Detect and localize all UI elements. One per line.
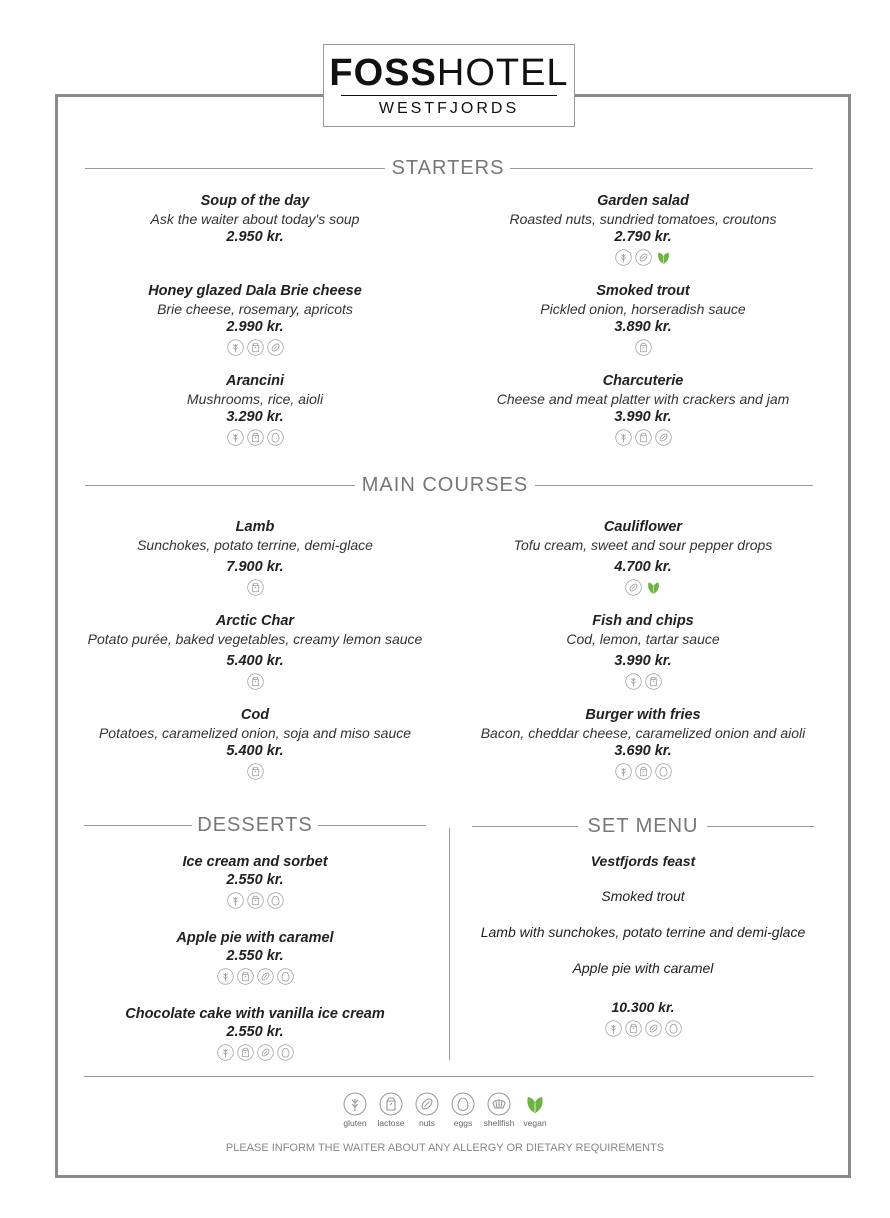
menu-item bbox=[433, 518, 853, 596]
item-name: Lamb bbox=[235, 519, 275, 535]
item-name: Cauliflower bbox=[603, 519, 683, 535]
gluten-icon bbox=[227, 892, 244, 909]
menu-item bbox=[433, 706, 853, 780]
gluten-icon bbox=[615, 763, 632, 780]
section-title: STARTERS bbox=[391, 157, 505, 179]
menu-item bbox=[45, 1005, 465, 1061]
starters-header bbox=[0, 157, 890, 179]
allergen-icons bbox=[433, 579, 853, 596]
lactose-icon bbox=[237, 1044, 254, 1061]
item-name: Garden salad bbox=[597, 193, 689, 209]
nuts-icon bbox=[267, 339, 284, 356]
lactose-icon bbox=[635, 429, 652, 446]
logo-location: WESTFJORDS bbox=[378, 100, 520, 117]
menu-item bbox=[433, 282, 853, 356]
allergen-icons bbox=[433, 763, 853, 780]
nuts-icon bbox=[625, 579, 642, 596]
item-price: 2.550 kr. bbox=[226, 948, 284, 964]
item-name: Soup of the day bbox=[200, 193, 310, 209]
item-price: 3.990 kr. bbox=[614, 409, 672, 425]
logo-brand-bold: FOSS bbox=[329, 52, 437, 94]
lactose-icon bbox=[247, 429, 264, 446]
nuts-icon bbox=[415, 1092, 439, 1116]
set-menu-title: Vestfjords feast bbox=[590, 853, 696, 869]
section-title: SET MENU bbox=[587, 815, 699, 837]
menu-item bbox=[45, 853, 465, 909]
item-description: Pickled onion, horseradish sauce bbox=[540, 301, 746, 317]
item-price: 2.990 kr. bbox=[226, 319, 284, 335]
shellfish-icon bbox=[487, 1092, 511, 1116]
item-description: Bacon, cheddar cheese, caramelized onion and aioli bbox=[480, 725, 806, 741]
allergen-icons bbox=[433, 339, 853, 356]
eggs-icon bbox=[655, 763, 672, 780]
nuts-icon bbox=[257, 1044, 274, 1061]
legend-label: shellfish bbox=[483, 1118, 515, 1128]
item-price: 3.990 kr. bbox=[614, 653, 672, 669]
allergen-icons bbox=[433, 249, 853, 266]
nuts-icon bbox=[257, 968, 274, 985]
allergen-icons bbox=[45, 892, 465, 909]
legend-entry bbox=[379, 1092, 403, 1128]
menu-item bbox=[433, 372, 853, 446]
lactose-icon bbox=[635, 339, 652, 356]
gluten-icon bbox=[227, 339, 244, 356]
legend-entry bbox=[343, 1092, 367, 1128]
item-price: 2.550 kr. bbox=[226, 1024, 284, 1040]
item-description: Potatoes, caramelized onion, soja and miso sauce bbox=[98, 725, 412, 741]
item-price: 5.400 kr. bbox=[226, 653, 284, 669]
eggs-icon bbox=[451, 1092, 475, 1116]
item-description: Tofu cream, sweet and sour pepper drops bbox=[513, 537, 773, 553]
menu-item bbox=[45, 929, 465, 985]
vegan-icon bbox=[645, 579, 662, 596]
set-menu-course: Lamb with sunchokes, potato terrine and demi-glace bbox=[480, 924, 806, 940]
logo-rule bbox=[341, 95, 557, 96]
lactose-icon bbox=[247, 763, 264, 780]
allergen-icons bbox=[45, 673, 465, 690]
item-description: Sunchokes, potato terrine, demi-glace bbox=[137, 537, 373, 553]
menu-item bbox=[45, 192, 465, 246]
lactose-icon bbox=[379, 1092, 403, 1116]
lactose-icon bbox=[247, 579, 264, 596]
legend-label: vegan bbox=[523, 1118, 547, 1128]
item-description: Cod, lemon, tartar sauce bbox=[566, 631, 720, 647]
eggs-icon bbox=[665, 1020, 682, 1037]
eggs-icon bbox=[267, 429, 284, 446]
gluten-icon bbox=[615, 429, 632, 446]
lactose-icon bbox=[247, 892, 264, 909]
item-name: Charcuterie bbox=[602, 373, 684, 389]
vegan-icon bbox=[655, 249, 672, 266]
allergen-icons bbox=[433, 429, 853, 446]
menu-item bbox=[45, 282, 465, 356]
lactose-icon bbox=[247, 673, 264, 690]
menu-item bbox=[45, 706, 465, 780]
lactose-icon bbox=[237, 968, 254, 985]
gluten-icon bbox=[605, 1020, 622, 1037]
logo-brand-thin: HOTEL bbox=[436, 52, 569, 94]
item-name: Arctic Char bbox=[215, 613, 295, 629]
item-description: Cheese and meat platter with crackers and jam bbox=[496, 391, 790, 407]
legend-entry bbox=[451, 1092, 475, 1128]
lactose-icon bbox=[635, 763, 652, 780]
allergen-icons bbox=[453, 1020, 833, 1037]
set-menu-course: Apple pie with caramel bbox=[572, 960, 714, 976]
set-menu-price: 10.300 kr. bbox=[611, 999, 675, 1015]
item-name: Apple pie with caramel bbox=[176, 930, 334, 946]
nuts-icon bbox=[635, 249, 652, 266]
mains-header bbox=[0, 474, 890, 496]
item-description: Roasted nuts, sundried tomatoes, croutons bbox=[509, 211, 777, 227]
logo-wordmark bbox=[324, 53, 574, 93]
allergen-icons bbox=[45, 1044, 465, 1061]
nuts-icon bbox=[655, 429, 672, 446]
section-title: MAIN COURSES bbox=[361, 474, 529, 496]
item-name: Chocolate cake with vanilla ice cream bbox=[125, 1006, 385, 1022]
menu-item bbox=[433, 192, 853, 266]
allergen-icons bbox=[45, 429, 465, 446]
item-name: Cod bbox=[240, 707, 270, 723]
gluten-icon bbox=[217, 968, 234, 985]
item-price: 3.890 kr. bbox=[614, 319, 672, 335]
nuts-icon bbox=[645, 1020, 662, 1037]
gluten-icon bbox=[615, 249, 632, 266]
item-price: 4.700 kr. bbox=[614, 559, 672, 575]
column-divider bbox=[449, 828, 450, 1060]
item-name: Honey glazed Dala Brie cheese bbox=[148, 283, 362, 299]
item-name: Ice cream and sorbet bbox=[182, 854, 328, 870]
allergen-legend bbox=[0, 1092, 890, 1128]
lactose-icon bbox=[645, 673, 662, 690]
item-description: Ask the waiter about today's soup bbox=[150, 211, 360, 227]
item-description: Potato purée, baked vegetables, creamy lemon sauce bbox=[87, 631, 423, 647]
item-name: Arancini bbox=[225, 373, 284, 389]
gluten-icon bbox=[625, 673, 642, 690]
eggs-icon bbox=[277, 968, 294, 985]
allergy-note: PLEASE INFORM THE WAITER ABOUT ANY ALLERGY OR DIETARY REQUIREMENTS bbox=[225, 1142, 665, 1154]
menu-item bbox=[433, 612, 853, 690]
allergen-icons bbox=[45, 579, 465, 596]
allergen-icons bbox=[45, 339, 465, 356]
eggs-icon bbox=[267, 892, 284, 909]
allergen-icons bbox=[45, 763, 465, 780]
section-title: DESSERTS bbox=[197, 814, 313, 836]
menu-item bbox=[45, 372, 465, 446]
gluten-icon bbox=[227, 429, 244, 446]
lactose-icon bbox=[247, 339, 264, 356]
item-name: Burger with fries bbox=[585, 707, 701, 723]
legend-entry bbox=[483, 1092, 515, 1128]
menu-item bbox=[45, 518, 465, 596]
legend-entry bbox=[523, 1092, 547, 1128]
eggs-icon bbox=[277, 1044, 294, 1061]
item-price: 2.790 kr. bbox=[614, 229, 672, 245]
legend-entry bbox=[415, 1092, 439, 1128]
allergen-icons bbox=[433, 673, 853, 690]
vegan-icon bbox=[523, 1092, 547, 1116]
item-description: Brie cheese, rosemary, apricots bbox=[157, 301, 353, 317]
gluten-icon bbox=[217, 1044, 234, 1061]
menu-item bbox=[45, 612, 465, 690]
legend-label: lactose bbox=[377, 1118, 405, 1128]
footer-divider bbox=[84, 1076, 814, 1077]
allergen-icons bbox=[45, 968, 465, 985]
set-menu-header bbox=[0, 815, 890, 837]
legend-label: nuts bbox=[418, 1118, 436, 1128]
item-description: Mushrooms, rice, aioli bbox=[186, 391, 324, 407]
lactose-icon bbox=[625, 1020, 642, 1037]
item-price: 7.900 kr. bbox=[226, 559, 284, 575]
item-price: 5.400 kr. bbox=[226, 743, 284, 759]
legend-label: gluten bbox=[343, 1118, 367, 1128]
item-name: Smoked trout bbox=[596, 283, 690, 299]
hotel-logo bbox=[323, 44, 575, 127]
item-price: 3.290 kr. bbox=[226, 409, 284, 425]
item-price: 2.950 kr. bbox=[226, 229, 284, 245]
gluten-icon bbox=[343, 1092, 367, 1116]
legend-label: eggs bbox=[453, 1118, 473, 1128]
set-menu-course: Smoked trout bbox=[601, 888, 685, 904]
item-price: 3.690 kr. bbox=[614, 743, 672, 759]
item-price: 2.550 kr. bbox=[226, 872, 284, 888]
item-name: Fish and chips bbox=[592, 613, 694, 629]
